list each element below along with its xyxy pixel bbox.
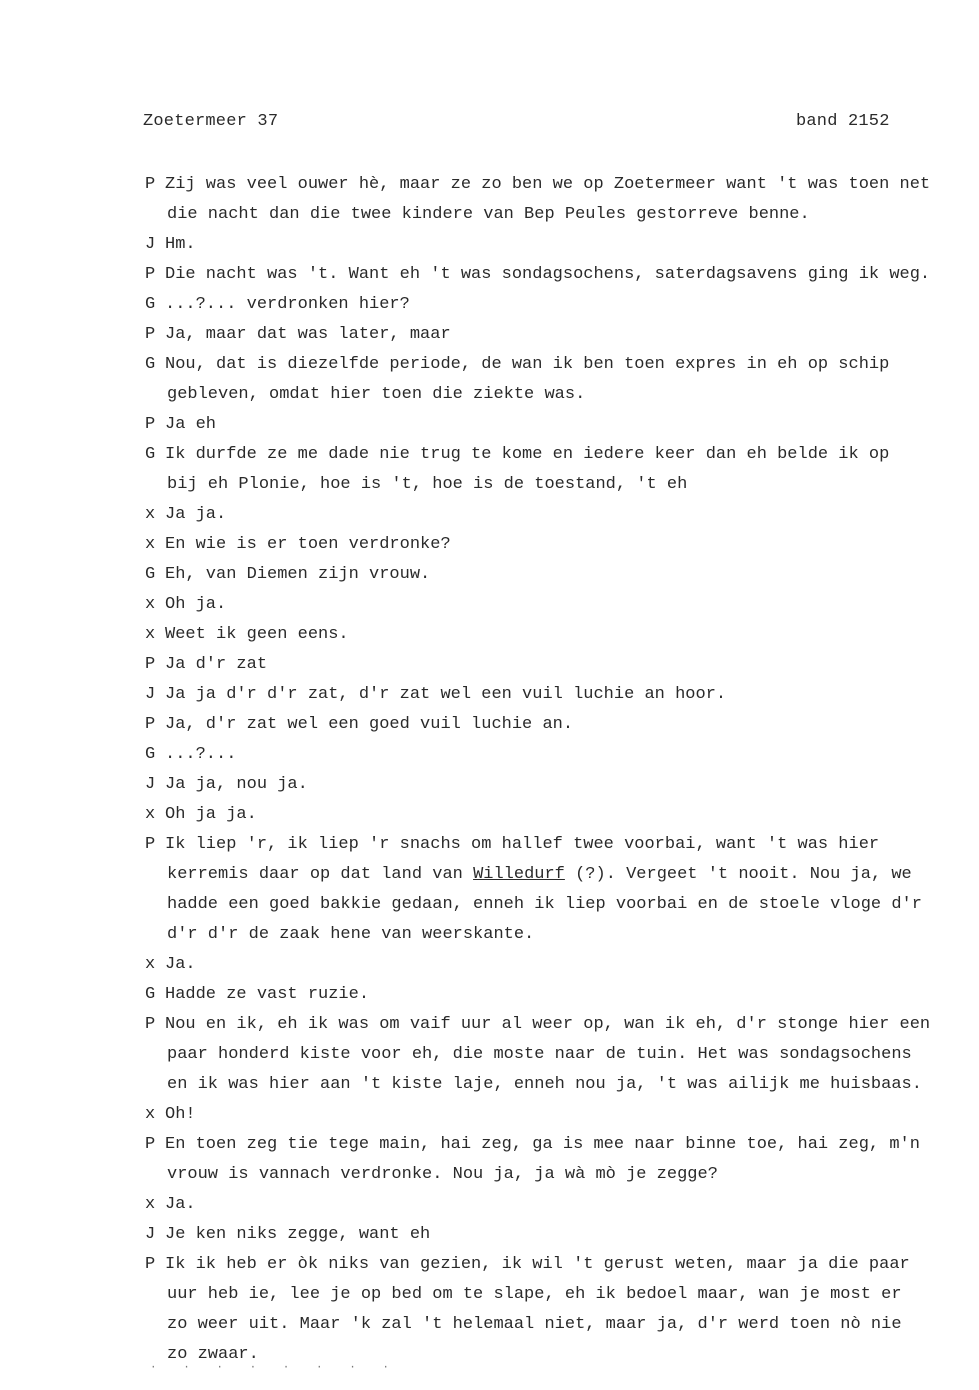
utterance-line: Ik durfde ze me dade nie trug te kome en iedere keer dan eh belde ik op [165, 445, 890, 464]
utterance-line: Nou, dat is diezelfde periode, de wan ik ben toen expres in eh op schip [165, 355, 890, 374]
transcript-turn [145, 320, 935, 350]
utterance-line: ...?... [165, 745, 237, 764]
utterance-line: Nou en ik, eh ik was om vaif uur al weer op, wan ik eh, d'r stonge hier een [165, 1015, 931, 1034]
utterance-text [165, 1130, 935, 1190]
transcript-turn [145, 770, 935, 800]
utterance-text [165, 440, 935, 500]
utterance-line: zo zwaar. [167, 1345, 259, 1364]
transcript-body [145, 170, 935, 1370]
transcript-turn [145, 620, 935, 650]
speaker-label: P [145, 265, 156, 284]
utterance-text [165, 260, 935, 290]
utterance-line: En toen zeg tie tege main, hai zeg, ga is mee naar binne toe, hai zeg, m'n [165, 1135, 920, 1154]
utterance-line: Ja ja d'r d'r zat, d'r zat wel een vuil luchie an hoor. [165, 685, 727, 704]
utterance-line: Ja. [165, 1195, 196, 1214]
utterance-line: Weet ik geen eens. [165, 625, 349, 644]
speaker-label: J [145, 685, 156, 704]
transcript-turn [145, 650, 935, 680]
transcript-turn [145, 500, 935, 530]
utterance-line: gebleven, omdat hier toen die ziekte was. [167, 385, 586, 404]
utterance-text [165, 620, 935, 650]
transcript-turn [145, 1010, 935, 1100]
utterance-text [165, 1190, 935, 1220]
utterance-line: Hm. [165, 235, 196, 254]
utterance-text [165, 740, 935, 770]
speaker-label: P [145, 1255, 156, 1274]
transcript-turn [145, 410, 935, 440]
speaker-label: P [145, 715, 156, 734]
utterance-line: d'r d'r de zaak hene van weerskante. [167, 925, 535, 944]
utterance-text [165, 950, 935, 980]
utterance-line: bij eh Plonie, hoe is 't, hoe is de toestand, 't eh [167, 475, 688, 494]
speaker-label: P [145, 325, 156, 344]
utterance-line: Je ken niks zegge, want eh [165, 1225, 431, 1244]
transcript-turn [145, 1220, 935, 1250]
utterance-line: Ja eh [165, 415, 217, 434]
speaker-label: J [145, 235, 156, 254]
transcript-turn [145, 1250, 935, 1370]
speaker-label: G [145, 745, 156, 764]
transcript-turn [145, 1100, 935, 1130]
utterance-line: ...?... verdronken hier? [165, 295, 410, 314]
transcript-turn [145, 950, 935, 980]
utterance-text [165, 1010, 935, 1100]
transcript-turn [145, 980, 935, 1010]
utterance-line: Ja, maar dat was later, maar [165, 325, 451, 344]
utterance-line: vrouw is vannach verdronke. Nou ja, ja wà mò je zegge? [167, 1165, 718, 1184]
transcript-turn [145, 290, 935, 320]
transcript-turn [145, 1190, 935, 1220]
utterance-text [165, 320, 935, 350]
transcript-turn [145, 260, 935, 290]
speaker-label: G [145, 295, 156, 314]
utterance-text [165, 680, 935, 710]
utterance-text [165, 560, 935, 590]
utterance-line: Oh! [165, 1105, 196, 1124]
utterance-text [165, 530, 935, 560]
speaker-label: P [145, 175, 156, 194]
utterance-text [165, 1250, 935, 1370]
speaker-label: J [145, 1225, 156, 1244]
speaker-label: P [145, 1135, 156, 1154]
speaker-label: x [145, 1105, 156, 1124]
utterance-line: die nacht dan die twee kindere van Bep Peules gestorreve benne. [167, 205, 810, 224]
header-tape-number: band 2152 [796, 112, 890, 131]
speaker-label: G [145, 985, 156, 1004]
utterance-text [165, 1220, 935, 1250]
speaker-label: x [145, 625, 156, 644]
utterance-line: Eh, van Diemen zijn vrouw. [165, 565, 431, 584]
transcript-turn [145, 1130, 935, 1190]
transcript-turn [145, 830, 935, 950]
utterance-line: uur heb ie, lee je op bed om te slape, eh ik bedoel maar, wan je most er [167, 1285, 902, 1304]
utterance-line: kerremis daar op dat land van Willedurf (?). Vergeet 't nooit. Nou ja, we [167, 865, 912, 884]
transcript-turn [145, 440, 935, 500]
speaker-label: x [145, 535, 156, 554]
utterance-text [165, 500, 935, 530]
speaker-label: P [145, 1015, 156, 1034]
utterance-text [165, 980, 935, 1010]
speaker-label: x [145, 505, 156, 524]
utterance-line: Hadde ze vast ruzie. [165, 985, 370, 1004]
utterance-line: Oh ja. [165, 595, 227, 614]
speaker-label: P [145, 655, 156, 674]
utterance-text [165, 170, 935, 230]
header-location: Zoetermeer 37 [143, 112, 279, 131]
utterance-line: Zij was veel ouwer hè, maar ze zo ben we op Zoetermeer want 't was toen net [165, 175, 931, 194]
page-bottom-specks: · · · · · · · · [150, 1362, 400, 1374]
utterance-line: Oh ja ja. [165, 805, 257, 824]
transcript-turn [145, 560, 935, 590]
utterance-line: Ik liep 'r, ik liep 'r snachs om hallef twee voorbai, want 't was hier [165, 835, 880, 854]
utterance-text [165, 410, 935, 440]
utterance-text [165, 290, 935, 320]
speaker-label: G [145, 565, 156, 584]
transcript-turn [145, 170, 935, 230]
utterance-text [165, 830, 935, 950]
utterance-text [165, 230, 935, 260]
speaker-label: x [145, 805, 156, 824]
utterance-line: Ja ja. [165, 505, 227, 524]
speaker-label: x [145, 955, 156, 974]
utterance-line: Die nacht was 't. Want eh 't was sondagsochens, saterdagsavens ging ik weg. [165, 265, 931, 284]
speaker-label: x [145, 1195, 156, 1214]
utterance-line: Ja. [165, 955, 196, 974]
utterance-text [165, 650, 935, 680]
utterance-text [165, 710, 935, 740]
transcript-turn [145, 530, 935, 560]
transcript-turn [145, 740, 935, 770]
utterance-line: paar honderd kiste voor eh, die moste naar de tuin. Het was sondagsochens [167, 1045, 912, 1064]
utterance-text [165, 800, 935, 830]
utterance-line: Ik ik heb er òk niks van gezien, ik wil 't gerust weten, maar ja die paar [165, 1255, 910, 1274]
speaker-label: G [145, 445, 156, 464]
transcript-turn [145, 680, 935, 710]
speaker-label: J [145, 775, 156, 794]
transcript-turn [145, 590, 935, 620]
speaker-label: G [145, 355, 156, 374]
underlined-place-name: Willedurf [473, 865, 565, 884]
utterance-text [165, 350, 935, 410]
transcript-turn [145, 800, 935, 830]
transcript-turn [145, 710, 935, 740]
utterance-text [165, 1100, 935, 1130]
utterance-line: en ik was hier aan 't kiste laje, enneh nou ja, 't was ailijk me huisbaas. [167, 1075, 922, 1094]
transcript-turn [145, 350, 935, 410]
utterance-line: hadde een goed bakkie gedaan, enneh ik liep voorbai en de stoele vloge d'r [167, 895, 922, 914]
utterance-line: Ja ja, nou ja. [165, 775, 308, 794]
utterance-line: Ja, d'r zat wel een goed vuil luchie an. [165, 715, 574, 734]
speaker-label: P [145, 415, 156, 434]
utterance-text [165, 770, 935, 800]
utterance-line: Ja d'r zat [165, 655, 268, 674]
transcript-turn [145, 230, 935, 260]
utterance-text [165, 590, 935, 620]
utterance-line: zo weer uit. Maar 'k zal 't helemaal niet, maar ja, d'r werd toen nò nie [167, 1315, 902, 1334]
utterance-line: En wie is er toen verdronke? [165, 535, 451, 554]
speaker-label: x [145, 595, 156, 614]
speaker-label: P [145, 835, 156, 854]
